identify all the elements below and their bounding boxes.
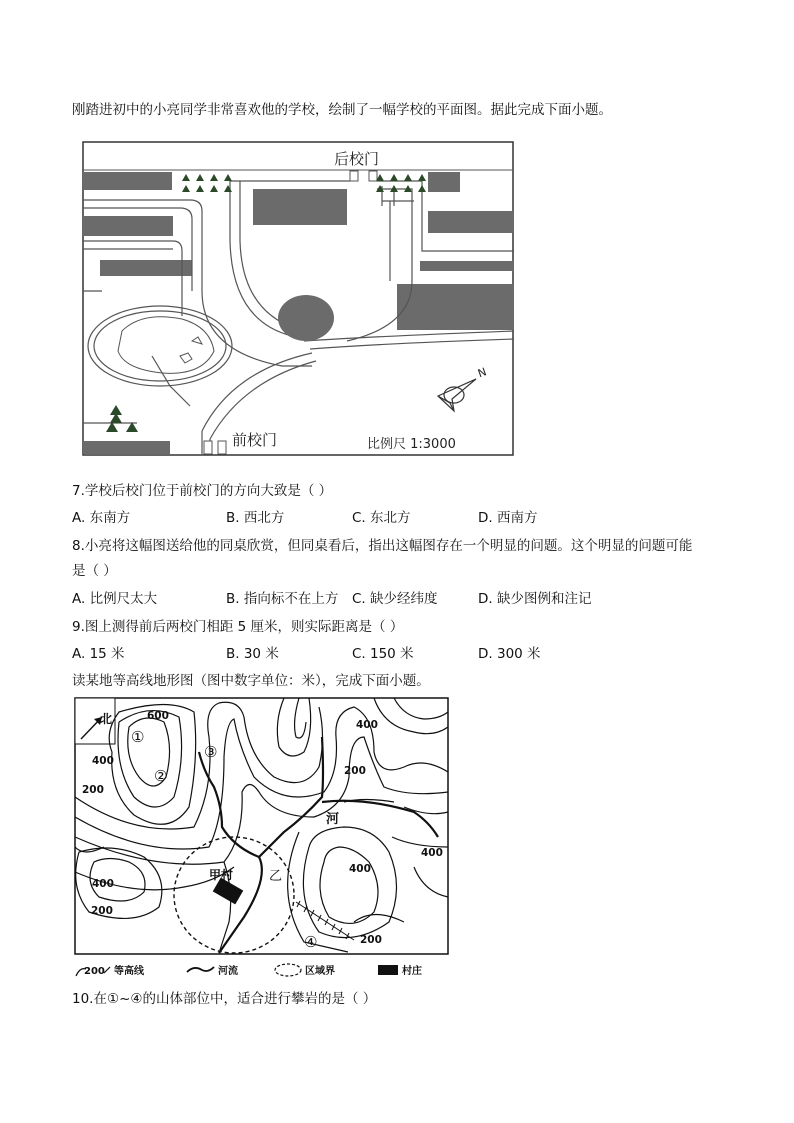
back-gate-label: 后校门 (334, 150, 380, 168)
q7-option-d[interactable]: D. 西南方 (478, 510, 538, 526)
north-label: N (476, 365, 489, 381)
legend-river: 河流 (218, 966, 238, 977)
building (83, 441, 170, 454)
contour-label: 200 (360, 934, 382, 946)
q7-option-c[interactable]: C. 东北方 (352, 510, 411, 526)
round-plaza (278, 295, 334, 341)
q9-option-d[interactable]: D. 300 米 (478, 646, 541, 662)
building (420, 261, 514, 271)
intro-text-1: 刚踏进初中的小亮同学非常喜欢他的学校，绘制了一幅学校的平面图。据此完成下面小题。 (72, 102, 612, 118)
contour-map (74, 697, 450, 985)
contour-label: 600 (147, 710, 169, 722)
legend-contour-value: 200 (84, 966, 105, 977)
building (428, 172, 460, 192)
intro-text-2: 读某地等高线地形图（图中数字单位：米），完成下面小题。 (72, 673, 430, 689)
building (100, 260, 192, 276)
front-gate-label: 前校门 (232, 431, 278, 449)
contour-label: 400 (421, 847, 443, 859)
building (428, 211, 514, 233)
village-label: 甲村 (209, 868, 234, 882)
q8-option-a[interactable]: A. 比例尺太大 (72, 591, 158, 607)
point-yi-label: 乙 (269, 869, 283, 884)
legend-contour-text: 等高线 (114, 966, 144, 977)
q9-option-b[interactable]: B. 30 米 (226, 646, 279, 662)
north-label: 北 (100, 712, 113, 726)
river-label: 河 (326, 812, 340, 827)
question-7: 7.学校后校门位于前校门的方向大致是（ ） (72, 483, 333, 499)
point-1-label: ① (131, 728, 145, 746)
point-2-label: ② (154, 767, 168, 785)
contour-label: 200 (344, 765, 366, 777)
q7-option-b[interactable]: B. 西北方 (226, 510, 285, 526)
legend-region: 区域界 (305, 966, 335, 977)
building (397, 284, 514, 330)
q7-option-a[interactable]: A. 东南方 (72, 510, 131, 526)
contour-label: 200 (91, 905, 113, 917)
point-4-label: ④ (304, 933, 318, 951)
building (83, 216, 173, 236)
scale-label: 比例尺 1:3000 (367, 437, 456, 452)
question-8-line1: 8.小亮将这幅图送给他的同桌欣赏，但同桌看后，指出这幅图存在一个明显的问题。这个明显的问题可能 (72, 538, 693, 554)
question-10: 10.在①~④的山体部位中，适合进行攀岩的是（ ） (72, 991, 377, 1007)
map-legend (76, 964, 422, 977)
question-8-line2: 是（ ） (72, 563, 117, 579)
q9-option-a[interactable]: A. 15 米 (72, 646, 125, 662)
contour-label: 400 (92, 878, 114, 890)
building (253, 189, 347, 225)
school-plan-map (82, 141, 514, 457)
q8-option-c[interactable]: C. 缺少经纬度 (352, 591, 438, 607)
q8-option-d[interactable]: D. 缺少图例和注记 (478, 591, 592, 607)
point-3-label: ③ (204, 743, 218, 761)
building (83, 172, 172, 190)
contour-label: 400 (92, 755, 114, 767)
question-9: 9.图上测得前后两校门相距 5 厘米，则实际距离是（ ） (72, 619, 404, 635)
contour-label: 200 (82, 784, 104, 796)
contour-label: 400 (349, 863, 371, 875)
q8-option-b[interactable]: B. 指向标不在上方 (226, 591, 339, 607)
legend-village: 村庄 (402, 966, 422, 977)
q9-option-c[interactable]: C. 150 米 (352, 646, 414, 662)
contour-label: 400 (356, 719, 378, 731)
